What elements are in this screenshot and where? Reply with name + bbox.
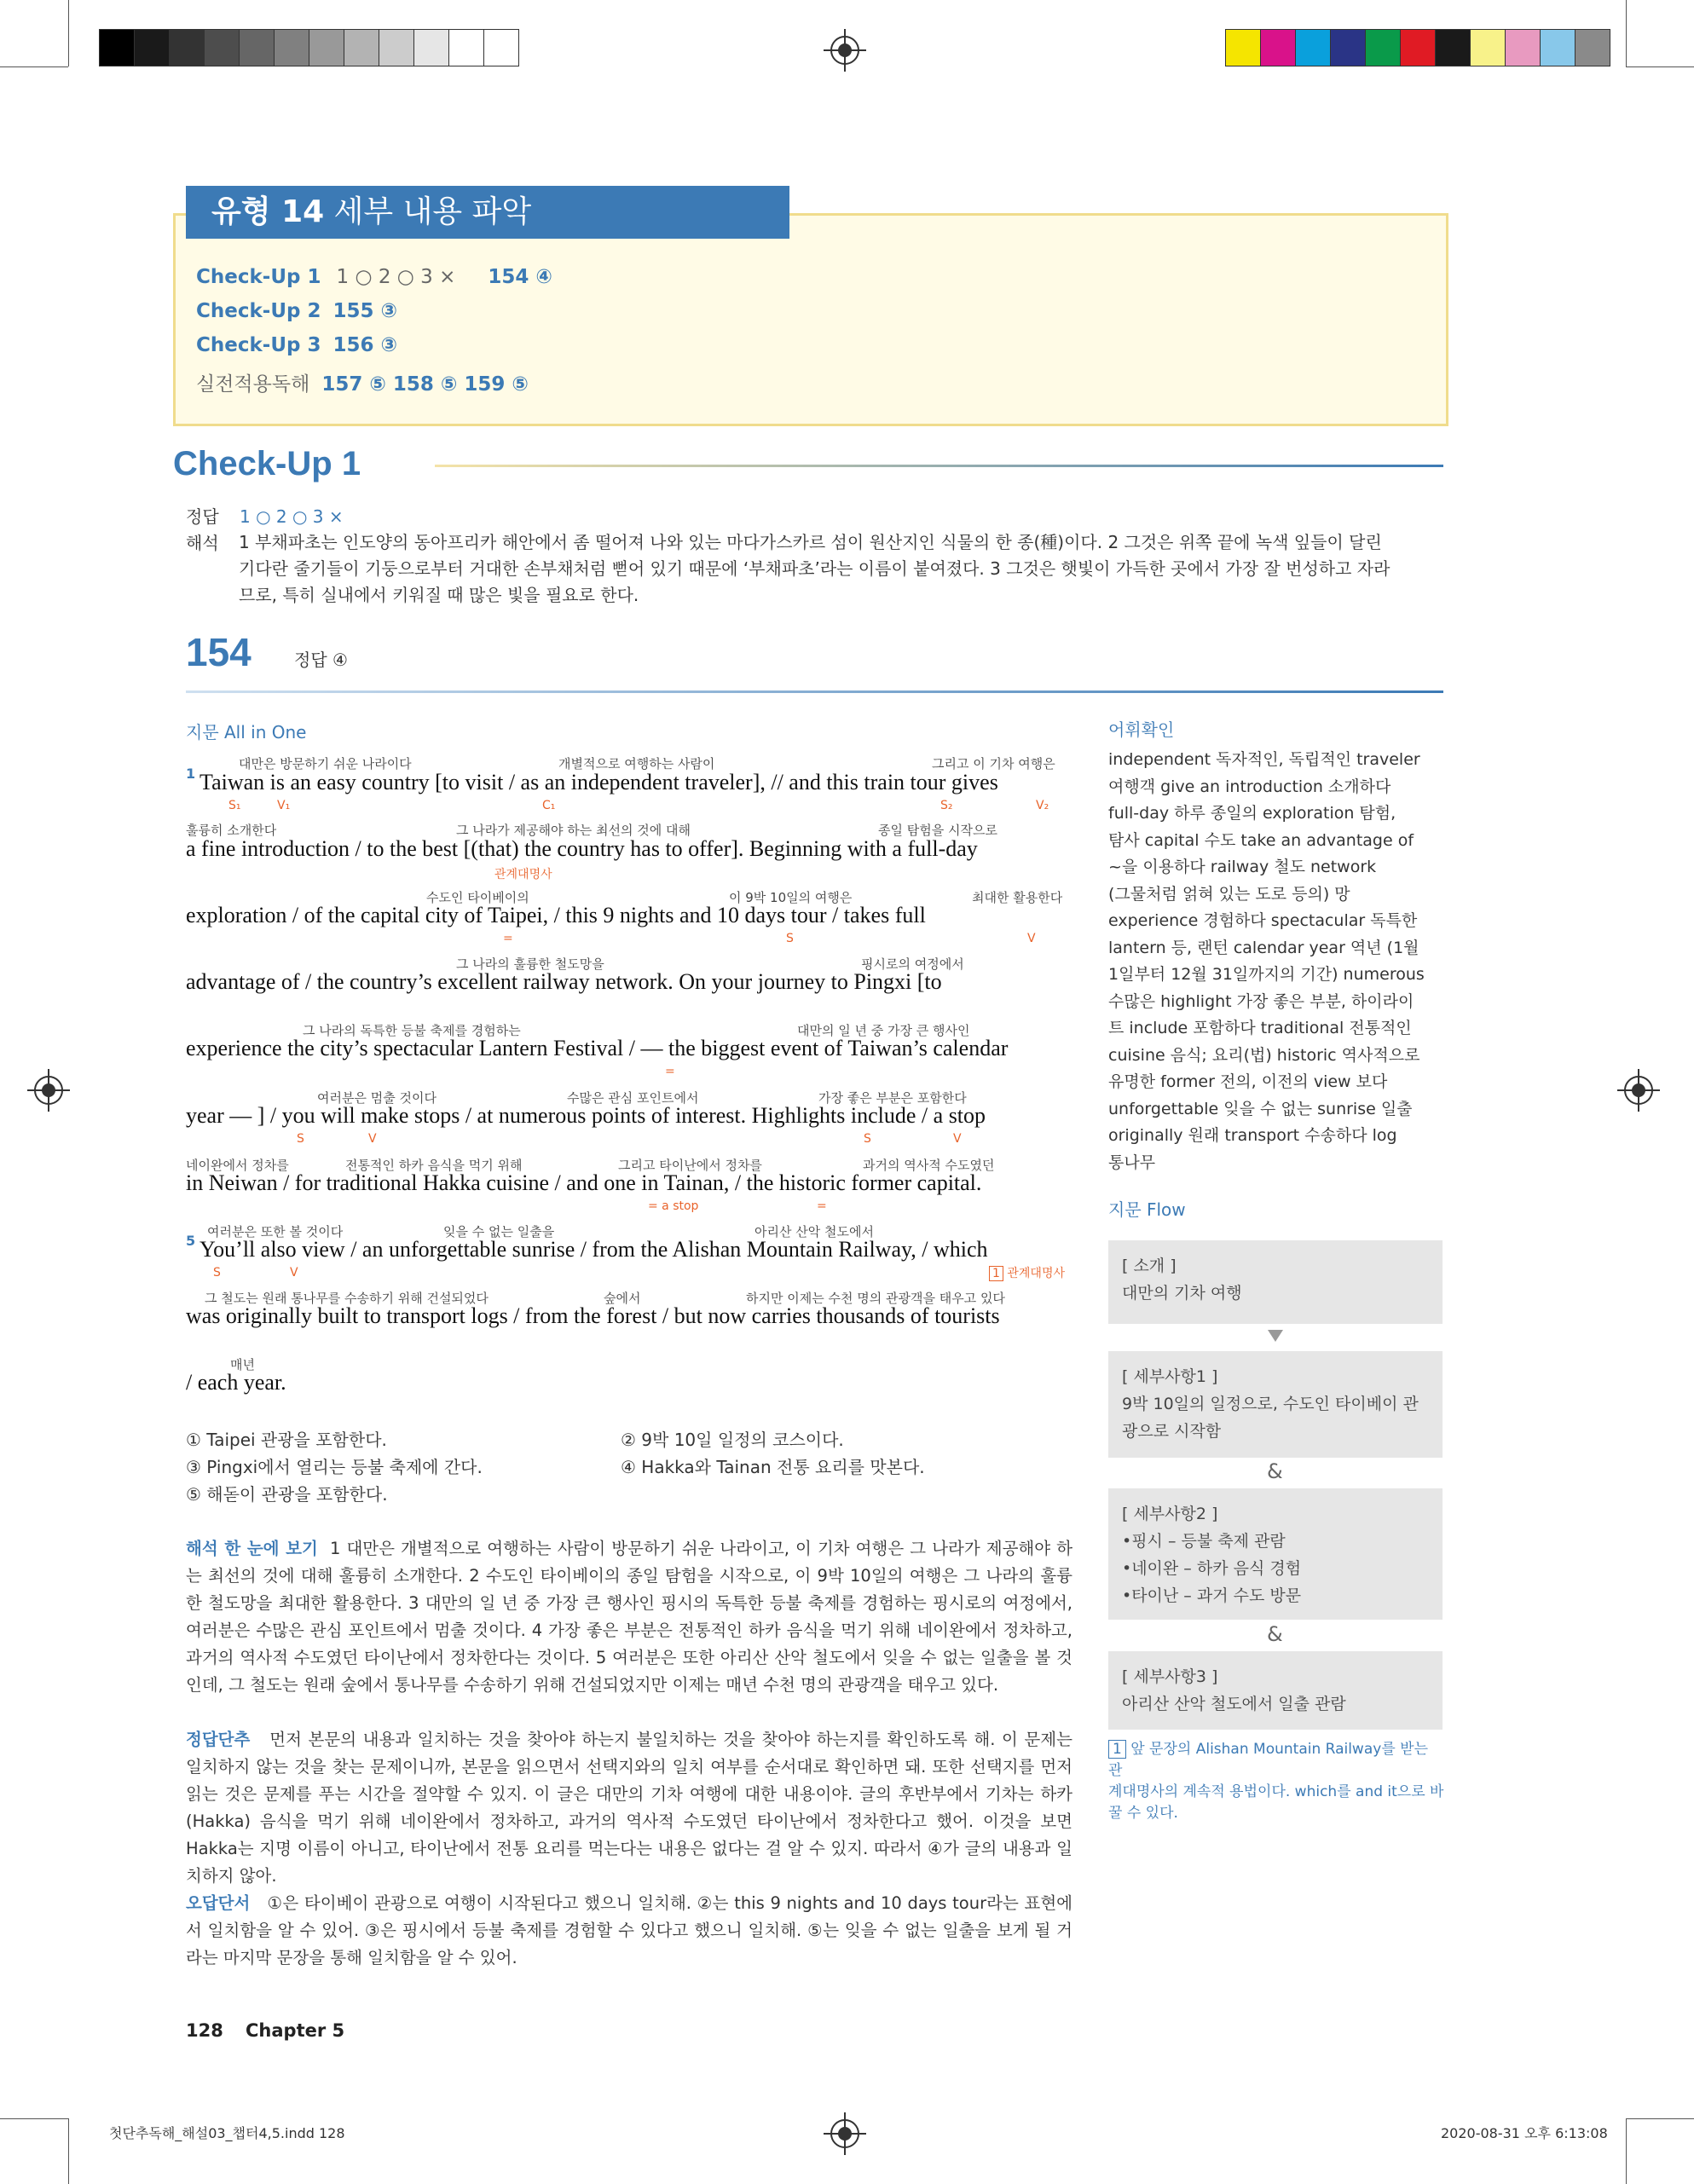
flow-note-line: 꿀 수 있다. [1108,1805,1178,1822]
gloss: 가장 좋은 부분은 포함한다 [818,1090,967,1106]
flow-box-body: 광으로 시작함 [1122,1422,1222,1441]
gloss: 수많은 관심 포인트에서 [567,1090,699,1106]
vocab-line: full-day 하루 종일의 exploration 탐험, [1108,804,1396,823]
checkup-label: Check-Up 2 [196,300,321,322]
vocab-line: experience 경험하다 spectacular 독특한 [1108,911,1418,930]
vocab-line: ~을 이용하다 railway 철도 network [1108,858,1377,876]
vocab-line: 탐사 capital 수도 take an advantage of [1108,830,1414,850]
question-rule [186,690,1443,693]
passage-line: was originally built to transport logs / from the forest / but now carries thousands of tourists [186,1303,1000,1328]
grammar-label: V [368,1132,377,1146]
passage-line: year — ] / you will make stops / at numerous points of interest. Highlights include / a stop [186,1103,986,1128]
grammar-label: V₂ [1036,799,1049,812]
vocab-line: unforgettable 잊을 수 없는 sunrise 일출 [1108,1099,1413,1118]
checkup-answers: 1 ○ 2 ○ 3 × [336,266,456,288]
key-text: 먼저 본문의 내용과 일치하는 것을 찾아야 하는지 불일치하는 것을 찾아야 하는지를 확인하도록 해. 이 문제는 일치하지 않는 것을 찾는 문제이니까, 본문을 읽으면서 선택지와의 일치 여부를 순서대로 확인하면 돼. 또한 선택지를 먼저 읽는 것은 문제를 푸는 시간을 절약할 수 있지. 이 글은 대만의 기차 여행에 대한 내용이야. 글의 후반부에서 기차는 하카(Hakka) 음식을 먹기 위해 네이완에서 정차하고, 과거의 역사적 수도였던 타이난에서 정차한다고 했어. 이것을 보면 Hakka는 지명 이름이 아니고, 타이난에서 전통 요리를 먹는다는 내용은 없다는 걸 알 수 있지. 따라서 ④가 글의 내용과 일치하지 않아. [186,1730,1072,1886]
vocab-line: (그물처럼 얽혀 있는 도로 등의) 망 [1108,884,1350,904]
crop-mark [68,0,69,66]
sentence-number: 5 [186,1233,196,1249]
passage-line: advantage of / the country’s excellent railway network. On your journey to Pingxi [to [186,969,942,994]
gloss: 그리고 타이난에서 정차를 [618,1158,762,1173]
key-block [186,1726,1072,1890]
note-ref-number: 1 [989,1266,1003,1281]
grammar-label: S₂ [940,799,953,812]
wrong-block [186,1890,1072,1972]
passage-line: / each year. [186,1370,286,1395]
crop-mark [1626,0,1627,66]
file-name: 첫단추독해_해설03_챕터4,5.indd 128 [109,2125,345,2141]
gloss: 아리산 산악 철도에서 [754,1224,874,1239]
wrong-text: ①은 타이베이 관광으로 여행이 시작된다고 했으니 일치해. ②는 this 9 nights and 10 days tour라는 표현에서 일치함을 알 수 있어. ③은 핑시에서 등불 축제를 경험할 수 있다고 했으니 일치해. ⑤는 잊을 수 없는 일출을 보게 될 거라는 마지막 문장을 통해 일치함을 알 수 있어. [186,1893,1072,1967]
gloss: 하지만 이제는 수천 명의 관광객을 태우고 있다 [746,1291,1005,1306]
registration-mark-icon [1624,1076,1653,1105]
gloss: 잊을 수 없는 일출을 [443,1224,555,1239]
checkup-extra: 154 ④ [488,266,552,288]
flow-box [1108,1240,1443,1324]
checkup-label: Check-Up 1 [196,266,321,288]
vocab-line: 1일부터 12월 31일까지의 기간) numerous [1108,965,1425,984]
gloss: 숲에서 [604,1291,641,1306]
print-date: 2020-08-31 오후 6:13:08 [1441,2125,1608,2141]
flow-box [1108,1351,1443,1458]
gloss: 그 철도는 원래 통나무를 수송하기 위해 건설되었다 [205,1291,489,1306]
passage-section-label: 지문 All in One [186,722,307,742]
passage-line: exploration / of the capital city of Taipei, / this 9 nights and 10 days tour / takes full [186,903,926,927]
checkup-answer-line [196,300,397,322]
gloss: 여러분은 멈출 것이다 [317,1090,437,1106]
flow-box-head: [ 세부사항3 ] [1122,1667,1218,1686]
checkup-answers: 155 ③ [332,300,397,322]
explain-line: 1 부채파초는 인도양의 동아프리카 해안에서 좀 떨어져 나와 있는 마다가스카르 섬이 원산지인 식물의 한 종(種)이다. 2 그것은 위쪽 끝에 녹색 잎들이 달린 [239,532,1382,552]
checkup-answer-line [196,266,552,288]
gloss: 전통적인 하카 음식을 먹기 위해 [345,1158,523,1173]
gloss: 과거의 역사적 수도였던 [863,1158,995,1173]
flow-box-head: [ 세부사항2 ] [1122,1505,1218,1523]
vocab-line: 통나무 [1108,1153,1156,1172]
grammar-label: = [503,932,513,945]
vocab-line: 수많은 highlight 가장 좋은 부분, 하이라이 [1108,991,1414,1011]
gloss: 대만은 방문하기 쉬운 나라이다 [239,756,412,771]
crop-mark [68,2118,69,2184]
translation-text: 1 대만은 개별적으로 여행하는 사람이 방문하기 쉬운 나라이고, 이 기차 여행은 그 나라가 제공해야 하는 최선의 것에 대해 훌륭히 소개한다. 2 수도인 타이베이의 종일 탐험을 시작으로, 이 9박 10일의 여행은 그 나라의 훌륭한 철도망을 최대한 활용한다. 3 대만의 일 년 중 가장 큰 행사인 핑시의 독특한 등불 축제를 경험하는 핑시로의 여정에서, 여러분은 수많은 관심 포인트에서 멈출 것이다. 4 가장 좋은 부분은 전통적인 하카 음식을 먹기 위해 네이완에서 정차하고, 과거의 역사적 수도였던 타이난에서 정차한다는 것이다. 5 여러분은 또한 아리산 산악 철도에서 잊을 수 없는 일출을 볼 것인데, 그 철도는 원래 숲에서 통나무를 수송하기 위해 건설되었지만 이제는 매년 수천 명의 관광객을 태우고 있다. [186,1539,1073,1695]
vocab-title: 어휘확인 [1108,719,1175,740]
grammar-label: S [213,1266,221,1280]
grammar-label: S₁ [228,799,241,812]
gloss: 종일 탐험을 시작으로 [878,823,997,838]
flow-box-body: •네이완 – 하카 음식 경험 [1122,1559,1302,1578]
choice: ⑤ 해돋이 관광을 포함한다. [186,1484,388,1505]
grammar-label: 관계대명사 [494,868,552,881]
section-rule [435,465,1443,467]
passage-line: in Neiwan / for traditional Hakka cuisine / and one in Tainan, / the historic former capital. [186,1170,982,1195]
explain-line: 므로, 특히 실내에서 키워질 때 많은 빛을 필요로 한다. [239,585,639,605]
flow-note-line: 계대명사의 계속적 용법이다. which를 and it으로 바 [1108,1783,1444,1800]
vocab-list [1108,747,1445,1176]
grammar-label: = [665,1065,675,1078]
crop-mark [0,2118,68,2119]
checkup-label: 실전적용독해 [196,373,310,396]
page-number: 128 [186,2020,223,2041]
registration-mark-icon [830,36,859,65]
gloss: 개별적으로 여행하는 사람이 [558,756,715,771]
gloss: 그 나라의 독특한 등불 축제를 경험하는 [303,1023,521,1038]
passage-line: a fine introduction / to the best [(that) the country has to offer]. Beginning with a full-day [186,836,978,861]
gloss: 대만의 일 년 중 가장 큰 행사인 [797,1023,970,1038]
crop-mark [1626,2118,1694,2119]
flow-box [1108,1488,1443,1620]
gloss: 네이완에서 정차를 [186,1158,289,1173]
flow-note-line: 앞 문장의 Alishan Mountain Railway를 받는 관 [1108,1741,1428,1779]
choice: ④ Hakka와 Tainan 전통 요리를 맛본다. [621,1457,925,1477]
flow-box [1108,1651,1443,1730]
vocab-line: lantern 등, 랜턴 calendar year 역년 (1월 [1108,938,1419,957]
grammar-label: = a stop [648,1199,699,1213]
checkup-answers: 157 ⑤ 158 ⑤ 159 ⑤ [321,373,529,396]
vocab-line: independent 독자적인, 독립적인 traveler [1108,750,1420,769]
flow-box-head: [ 소개 ] [1122,1257,1177,1275]
gloss: 여러분은 또한 볼 것이다 [207,1224,344,1239]
grammar-label: V [290,1266,298,1280]
passage-line: experience the city’s spectacular Lantern Festival / — the biggest event of Taiwan’s calendar [186,1036,1009,1060]
wrong-label: 오답단서 [186,1893,251,1913]
translation-block [186,1535,1072,1699]
grammar-label: = [817,1199,827,1213]
grammar-label: S [297,1132,304,1146]
chapter-label: Chapter 5 [246,2020,345,2041]
answer-value: 1 ○ 2 ○ 3 × [240,506,344,527]
gloss: 이 9박 10일의 여행은 [729,890,853,905]
question-answer: 정답 ④ [294,650,348,670]
vocab-line: 유명한 former 전의, 이전의 view 보다 [1108,1072,1388,1091]
flow-amp: & [1267,1622,1283,1646]
flow-title: 지문 Flow [1108,1199,1186,1220]
grammar-label: C₁ [542,799,556,812]
vocab-line: cuisine 음식; 요리(법) historic 역사적으로 [1108,1045,1420,1065]
vocab-line: originally 원래 transport 수송하다 log [1108,1126,1397,1145]
checkup-label: Check-Up 3 [196,334,321,356]
choice: ② 9박 10일 일정의 코스이다. [621,1430,844,1450]
vocab-line: 여행객 give an introduction 소개하다 [1108,777,1391,796]
grammar-label: V [953,1132,962,1146]
grammar-label [989,1264,1065,1281]
choice: ③ Pingxi에서 열리는 등불 축제에 간다. [186,1457,483,1477]
flow-amp: & [1267,1459,1283,1483]
flow-note [1108,1739,1445,1824]
grammar-label: S [786,932,794,945]
explain-line: 기다란 줄기들이 기둥으로부터 거대한 손부채처럼 뻗어 있기 때문에 ‘부채파초’라는 이름이 붙여졌다. 3 그것은 햇빛이 가득한 곳에서 가장 잘 번성하고 자라 [239,558,1390,579]
translation-label: 해석 한 눈에 보기 [186,1539,318,1558]
flow-box-head: [ 세부사항1 ] [1122,1367,1218,1386]
gloss: 그리고 이 기차 여행은 [932,756,1055,771]
note-ref-label: 관계대명사 [1007,1267,1065,1280]
crop-mark [1626,66,1694,67]
passage-line: You’ll also view / an unforgettable sunrise / from the Alishan Mountain Railway, / which [199,1237,988,1262]
sentence-number: 1 [186,766,196,782]
registration-mark-icon [830,2119,859,2148]
grammar-label: V [1027,932,1036,945]
gloss: 훌륭히 소개한다 [186,823,277,838]
question-number: 154 [186,630,251,674]
unit-title-tab [186,186,789,239]
checkup-answer-line [196,368,529,396]
explain-text [239,529,1441,609]
flow-box-body: 대만의 기차 여행 [1122,1284,1242,1303]
gloss: 매년 [230,1357,255,1372]
flow-box-body: 9박 10일의 일정으로, 수도인 타이베이 관 [1122,1395,1419,1413]
checkup-answer-line [196,334,397,356]
key-label: 정답단추 [186,1730,251,1749]
color-swatch-strip [1225,29,1610,66]
gloss: 핑시로의 여정에서 [861,956,964,972]
gloss: 그 나라가 제공해야 하는 최선의 것에 대해 [456,823,691,838]
answer-row [186,503,344,528]
choice: ① Taipei 관광을 포함한다. [186,1430,387,1450]
flow-box-body: 아리산 산악 철도에서 일출 관람 [1122,1695,1346,1713]
registration-mark-icon [34,1076,63,1105]
gloss: 수도인 타이베이의 [426,890,529,905]
answer-label: 정답 [186,506,219,527]
section-title: Check-Up 1 [173,445,361,482]
unit-label: 유형 14 [211,194,325,229]
grayscale-swatch-strip [99,29,519,66]
explain-label: 해석 [186,533,219,553]
crop-mark [0,66,68,67]
checkup-answers: 156 ③ [332,334,397,356]
grammar-label: S [864,1132,871,1146]
passage-line: Taiwan is an easy country [to visit / as an independent traveler], // and this train tour gives [199,770,998,794]
flow-box-body: •타이난 – 과거 수도 방문 [1122,1586,1302,1605]
flow-box-body: •핑시 – 등불 축제 관람 [1122,1532,1286,1551]
gloss: 최대한 활용한다 [972,890,1063,905]
crop-mark [1626,2118,1627,2184]
flow-note-number: 1 [1108,1740,1126,1759]
vocab-line: 트 include 포함하다 traditional 전통적인 [1108,1019,1412,1037]
gloss: 그 나라의 훌륭한 철도망을 [456,956,604,972]
unit-title: 세부 내용 파악 [333,194,532,229]
grammar-label: V₁ [277,799,291,812]
arrow-down-icon [1268,1330,1283,1342]
